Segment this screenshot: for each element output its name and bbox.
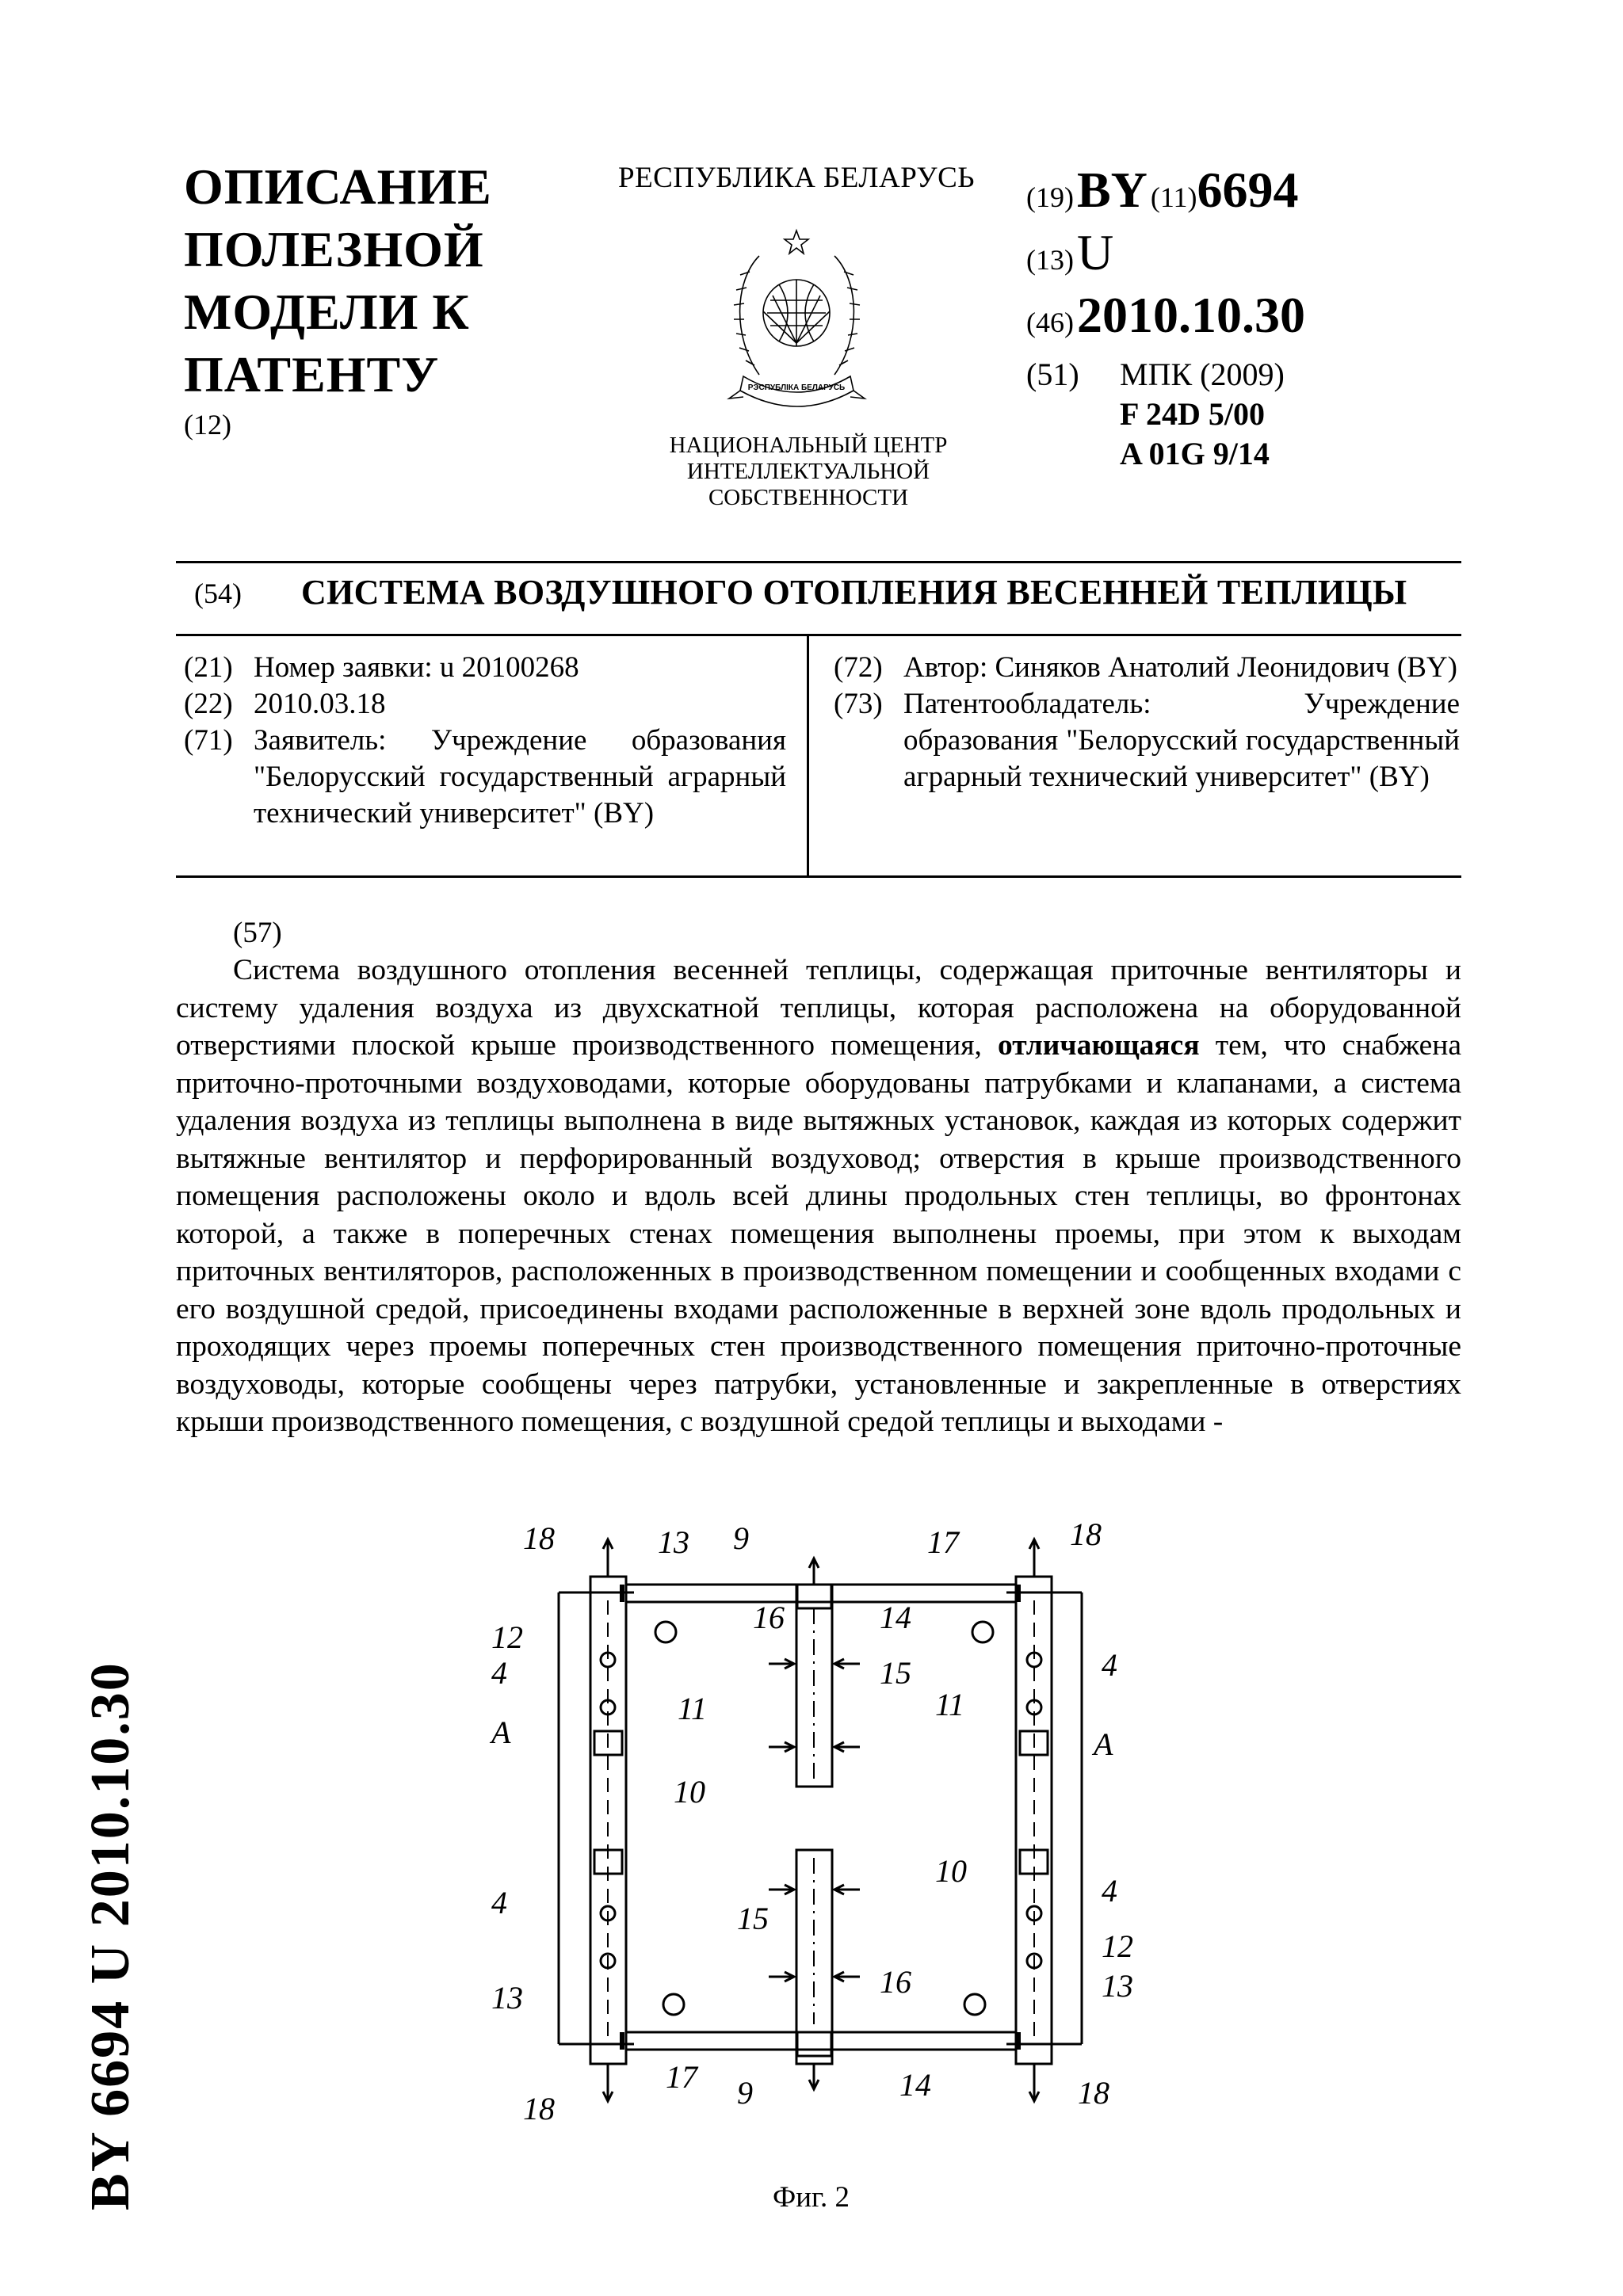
filing-date: 2010.03.18 — [254, 688, 386, 720]
svg-text:18: 18 — [1070, 1517, 1102, 1552]
figure-caption: Фиг. 2 — [773, 2181, 850, 2214]
document-title-block — [184, 155, 556, 442]
svg-text:13: 13 — [491, 1980, 523, 2016]
document-title-line: ОПИСАНИЕ — [184, 158, 492, 215]
state-emblem-icon — [712, 224, 882, 414]
divider — [176, 561, 1461, 563]
svg-text:17: 17 — [927, 1524, 959, 1560]
svg-text:A: A — [1094, 1726, 1113, 1762]
svg-text:18: 18 — [523, 2091, 555, 2126]
schematic-figure — [475, 1517, 1165, 2167]
svg-text:17: 17 — [666, 2059, 697, 2095]
document-title-line: МОДЕЛИ К — [184, 284, 470, 340]
applicant: Заявитель: Учреждение образования "Белорусский государственный аграрный технический университет" (BY) — [254, 724, 786, 830]
republic-name: РЕСПУБЛИКА БЕЛАРУСЬ — [618, 162, 976, 194]
svg-text:16: 16 — [753, 1600, 785, 1635]
column-divider — [807, 634, 809, 876]
author: Автор: Синяков Анатолий Леонидович (BY) — [903, 651, 1457, 684]
divider — [176, 875, 1461, 878]
national-center-name: НАЦИОНАЛЬНЫЙ ЦЕНТР ИНТЕЛЛЕКТУАЛЬНОЙ СОБСТВЕННОСТИ — [669, 433, 948, 510]
svg-text:4: 4 — [1102, 1647, 1117, 1683]
side-patent-number: BY 6694 U 2010.10.30 — [80, 1661, 141, 2210]
svg-text:18: 18 — [523, 1520, 555, 1556]
svg-text:10: 10 — [935, 1853, 967, 1889]
document-title-line: ПОЛЕЗНОЙ — [184, 221, 484, 277]
svg-text:4: 4 — [1102, 1873, 1117, 1909]
svg-text:16: 16 — [880, 1964, 911, 2000]
author-data: (72) Автор: Синяков Анатолий Леонидович (BY) (73) Патентообладатель: Учреждение образования "Белорусский государственный аграрный технический университет" (BY) — [834, 650, 1460, 795]
claim-text: Система воздушного отопления весенней теплицы, содержащая приточные вентиляторы и систему удаления воздуха из двухскатной теплицы, которая расположена на оборудованной отверстиями плоской крыше производственного помещения, отличающаяся тем, что снабжена приточно-проточными воздуховодами, которые оборудованы патрубками и клапанами, а система удаления воздуха из теплицы выполнена в виде вытяжных установок, каждая из которых содержит вытяжные вентилятор и перфорированный воздуховод; отверстия в крыше производственного помещения расположены около и вдоль всей длины продольных стен теплицы, во фронтонах которой, а также в поперечных стенах помещения выполнены проемы, при этом к выходам приточных вентиляторов, расположенных в производственном помещении и сообщенных входами с его воздушной средой, присоединены входами расположенные в верхней зоне вдоль продольных и проходящих через проемы поперечных стен производственного помещения приточно-проточные воздуховоды, которые сообщены через патрубки, установленные и закрепленные в отверстиях крыши производственного помещения, с воздушной средой теплицы и выходами - — [176, 954, 1461, 1438]
patent-owner: Патентообладатель: Учреждение образования "Белорусский государственный аграрный технический университет" (BY) — [903, 688, 1460, 793]
publication-date-row: (46) 2010.10.30 — [1026, 287, 1305, 343]
claim-key-word: отличающаяся — [998, 1029, 1200, 1062]
svg-text:12: 12 — [491, 1619, 523, 1655]
svg-text:13: 13 — [1102, 1968, 1133, 2004]
divider — [176, 634, 1461, 636]
svg-text:A: A — [491, 1714, 511, 1750]
svg-text:14: 14 — [880, 1600, 911, 1635]
bibliographic-data — [1026, 158, 1438, 474]
application-data: (21) Номер заявки: u 20100268 (22) 2010.03.18 (71) Заявитель: Учреждение образования "Белорусский государственный аграрный технический университет" (BY) — [184, 650, 786, 832]
svg-text:РЭСПУБЛІКА БЕЛАРУСЬ: РЭСПУБЛІКА БЕЛАРУСЬ — [747, 383, 846, 392]
ipc-classification: (51) МПК (2009) F 24D 5/00 A 01G 9/14 — [1026, 357, 1285, 471]
svg-text:11: 11 — [935, 1687, 965, 1722]
svg-text:11: 11 — [678, 1691, 708, 1726]
document-title-line: ПАТЕНТУ — [184, 346, 440, 402]
kind-code-row: (13) U — [1026, 224, 1114, 280]
svg-text:9: 9 — [733, 1520, 749, 1556]
svg-text:14: 14 — [899, 2067, 931, 2103]
svg-text:4: 4 — [491, 1655, 507, 1691]
svg-text:15: 15 — [737, 1901, 769, 1936]
svg-text:4: 4 — [491, 1885, 507, 1920]
claim-code: (57) — [233, 917, 282, 949]
svg-text:18: 18 — [1078, 2075, 1109, 2111]
application-number: Номер заявки: u 20100268 — [254, 651, 579, 684]
invention-title-code: (54) — [194, 578, 242, 609]
document-type-code: (12) — [184, 409, 231, 441]
invention-title: СИСТЕМА ВОЗДУШНОГО ОТОПЛЕНИЯ ВЕСЕННЕЙ ТЕПЛИЦЫ — [301, 573, 1407, 612]
svg-text:10: 10 — [674, 1774, 705, 1810]
svg-text:12: 12 — [1102, 1928, 1133, 1964]
patent-number-row: (19) BY (11)6694 — [1026, 162, 1299, 218]
svg-text:9: 9 — [737, 2075, 753, 2111]
svg-text:15: 15 — [880, 1655, 911, 1691]
svg-text:13: 13 — [658, 1524, 689, 1560]
